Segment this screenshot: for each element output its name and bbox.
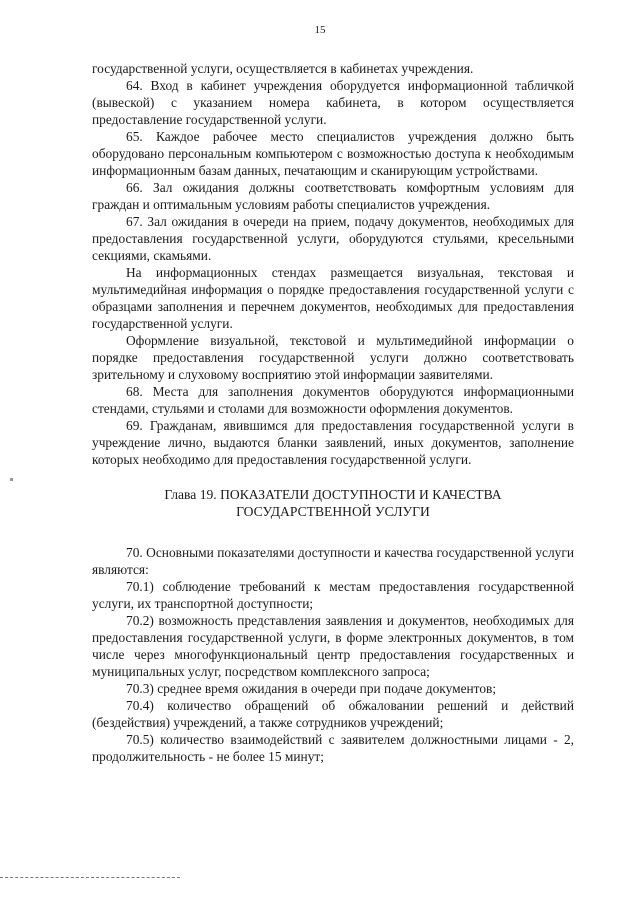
paragraphs-section-bottom <box>92 544 574 765</box>
paragraph-64: 64. Вход в кабинет учреждения оборудуется информационной табличкой (вывеской) с указанием номера кабинета, в котором осуществляется предоставление государственной услуги. <box>92 78 574 127</box>
document-body <box>92 60 574 765</box>
chapter-heading-line1: Глава 19. ПОКАЗАТЕЛИ ДОСТУПНОСТИ И КАЧЕСТВА <box>164 487 502 502</box>
paragraph-70-3: 70.3) среднее время ожидания в очереди при подаче документов; <box>126 681 497 696</box>
scan-artifact <box>10 478 13 481</box>
paragraph-66: 66. Зал ожидания должны соответствовать комфортным условиям для граждан и оптимальным условиям работы специалистов учреждения. <box>92 180 574 212</box>
paragraph-65: 65. Каждое рабочее место специалистов учреждения должно быть оборудовано персональным компьютером с возможностью доступа к необходимым информационным базам данных, печатающим и сканирующим устройствами. <box>92 129 574 178</box>
paragraph-69: 69. Гражданам, явившимся для предоставления государственной услуги в учреждение лично, выдаются бланки заявлений, иных документов, заполнение которых необходимо для предоставления государственной услуги. <box>92 418 574 467</box>
paragraph-design: Оформление визуальной, текстовой и мультимедийной информации о порядке предоставления государственной услуги должно соответствовать зрительному и слуховому восприятию этой информации заявителями. <box>92 333 574 382</box>
paragraph-70: 70. Основными показателями доступности и качества государственной услуги являются: <box>92 545 574 577</box>
page-number: 15 <box>314 24 326 36</box>
paragraph: государственной услуги, осуществляется в кабинетах учреждения. <box>92 61 474 76</box>
chapter-heading-line2: ГОСУДАРСТВЕННОЙ УСЛУГИ <box>236 504 430 519</box>
footer-divider <box>0 877 180 878</box>
paragraph-67: 67. Зал ожидания в очереди на прием, подачу документов, необходимых для предоставления государственной услуги, оборудуются стульями, кресельными секциями, скамьями. <box>92 214 574 263</box>
paragraph-info-stands: На информационных стендах размещается визуальная, текстовая и мультимедийная информация о порядке предоставления государственной услуги с образцами заполнения и перечнем документов, необходимых для предоставления государственной услуги. <box>92 265 574 331</box>
paragraph-70-4: 70.4) количество обращений об обжаловании решений и действий (бездействия) учреждений, а также сотрудников учреждений; <box>92 698 574 730</box>
paragraphs-section-top <box>92 60 574 468</box>
chapter-heading <box>92 486 574 520</box>
paragraph-70-1: 70.1) соблюдение требований к местам предоставления государственной услуги, их транспортной доступности; <box>92 579 574 611</box>
paragraph-68: 68. Места для заполнения документов оборудуются информационными стендами, стульями и столами для возможности оформления документов. <box>92 384 574 416</box>
paragraph-70-5: 70.5) количество взаимодействий с заявителем должностными лицами - 2, продолжительность - не более 15 минут; <box>92 732 574 764</box>
paragraph-70-2: 70.2) возможность представления заявления и документов, необходимых для предоставления государственной услуги, в форме электронных документов, в том числе через многофункциональный центр предоставления государственных и муниципальных услуг, посредством комплексного запроса; <box>92 613 574 679</box>
